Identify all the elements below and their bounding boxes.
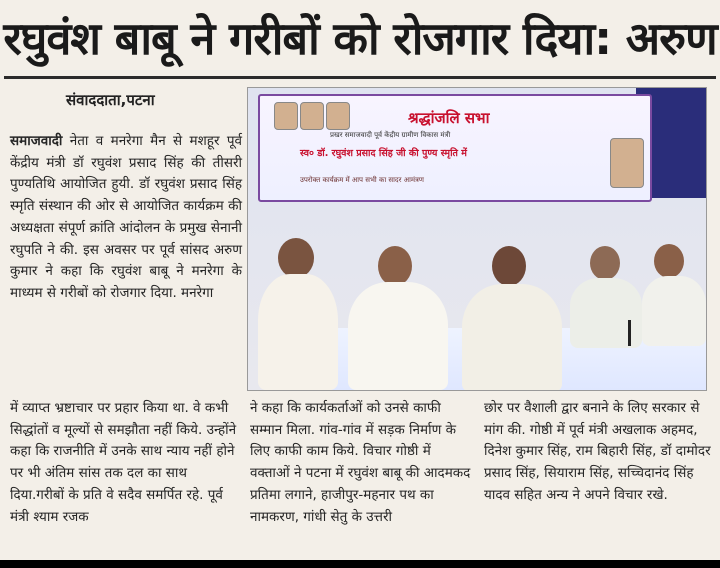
banner-main-portrait	[610, 138, 644, 188]
article-bottom-column-2: ने कहा कि कार्यकर्ताओं को उनसे काफी सम्मान मिला. गांव-गांव में सड़क निर्माण के लिए काफी काम किये. विचार गोष्ठी में वक्ताओं ने पटना में रघुवंश बाबू की आदमकद प्रतिमा लगाने, हाजीपुर-महनार पथ का नामकरण, गांधी सेतु के उत्तरी	[250, 400, 471, 525]
banner-line-1: प्रखर समाजवादी पूर्व केंद्रीय ग्रामीण विकास मंत्री	[330, 131, 451, 139]
banner-portrait-2	[300, 102, 324, 130]
banner-portrait-3	[326, 102, 350, 130]
banner-portrait-1	[274, 102, 298, 130]
column1-text: नेता व मनरेगा मैन से मशहूर पूर्व केंद्रीय मंत्री डॉ रघुवंश प्रसाद सिंह की तीसरी पुण्यतिथि आयोजित हुयी. डॉ रघुवंश प्रसाद सिंह स्मृति संस्थान की ओर से आयोजित कार्यक्रम की अध्यक्षता संपूर्ण क्रांति आंदोलन के प्रमुख सेनानी रघुपति ने की. इस अवसर पर पूर्व सांसद अरुण कुमार ने कहा कि रघुवंश बाबू ने मनरेगा के माध्यम से गरीबों को रोजगार दिया. मनरेगा	[10, 133, 242, 301]
headline: रघुवंश बाबू ने गरीबों को रोजगार दिया: अरुण	[3, 12, 717, 65]
banner-line-3: उपरोक्त कार्यक्रम में आप सभी का सादर आमंत्रण	[300, 176, 424, 184]
byline: संवाददाता,पटना	[66, 91, 155, 109]
banner-line-2: स्व० डॉ. रघुवंश प्रसाद सिंह जी की पुण्य स्मृति में	[300, 148, 467, 159]
event-photo	[247, 87, 707, 391]
article-bottom-column-3: छोर पर वैशाली द्वार बनाने के लिए सरकार से मांग की. गोष्ठी में पूर्व मंत्री अखलाक अहमद, दिनेश कुमार सिंह, राम बिहारी सिंह, डॉ दामोदर प्रसाद सिंह, सियाराम सिंह, सच्चिदानंद सिंह यादव सहित अन्य ने अपने विचार रखे.	[484, 400, 711, 503]
microphone	[628, 320, 631, 346]
headline-rule	[4, 76, 716, 79]
banner-title: श्रद्धांजलि सभा	[408, 109, 490, 127]
article-column-1	[10, 131, 242, 305]
tribute-banner	[258, 94, 652, 202]
lead-word: समाजवादी	[10, 133, 63, 149]
article-bottom-column-1: में व्याप्त भ्रष्टाचार पर प्रहार किया था. वे कभी सिद्धांतों व मूल्यों से समझौता नहीं किये. उन्होंने कहा कि राजनीति में उनके साथ न्याय नहीं होने पर भी अंतिम सांस तक दल का साथ दिया.गरीबों के प्रति वे सदैव समर्पित रहे. पूर्व मंत्री श्याम रजक	[10, 400, 237, 525]
